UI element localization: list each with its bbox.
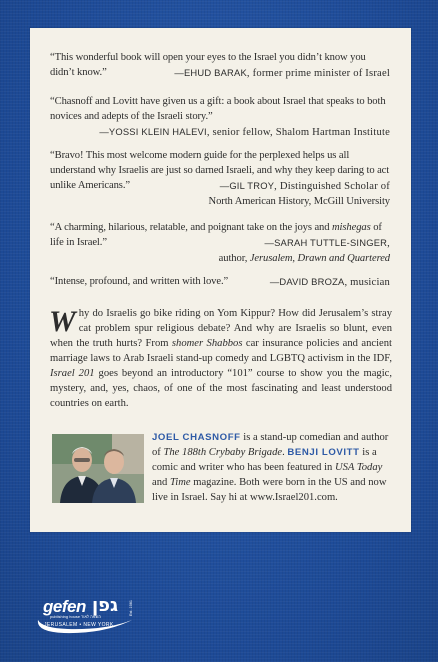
blurb-attribution: —DAVID BROZA, musician (269, 276, 390, 288)
publisher-tagline: publishing house הוצאה לאור (50, 615, 101, 619)
authors-bio: JOEL CHASNOFF is a stand-up comedian and author of The 188th Crybaby Brigade. BENJI LOVITT is a comic and writer who has been featured in USA Today and Time magazine. Both were born in the US and now live in Israel. Say hi at www.Israel201.com. (152, 432, 389, 503)
blurb-attribution-line2: North American History, McGill University (208, 196, 390, 207)
blurb-sarah-tuttle-singer (50, 220, 390, 266)
book-description: Why do Israelis go bike riding on Yom Kippur? How did Jerusalem’s stray cat problem spur religious debate? And why are Israelis so blunt, even when the truth hurts? From shomer Shabbos car insurance policies and ancient marriage laws to Arab Israeli stand-up comedy and LGBTQ activism in the IDF, Israel 201 goes beyond an introductory “101” course to show you the magic, mystery, and, yes, chaos, of one of the most fascinating and least understood countries on earth. (49, 305, 392, 409)
blurb-attribution: —SARAH TUTTLE-SINGER, (264, 237, 390, 249)
blurb-attribution: —GIL TROY, Distinguished Scholar of (219, 180, 390, 192)
drop-cap: W (49, 305, 76, 338)
blurb-attribution-line2: author, Jerusalem, Drawn and Quartered (218, 253, 390, 264)
blurb-attribution: —EHUD BARAK, former prime minister of Israel (174, 67, 390, 79)
publisher-name-hebrew: גפן (92, 595, 119, 616)
authors-photo-illustration (52, 434, 144, 503)
blurb-gil-troy (50, 148, 390, 209)
blurb-david-broza (50, 274, 390, 290)
publisher-logo (34, 594, 138, 636)
blurb-attribution: —YOSSI KLEIN HALEVI, senior fellow, Shalom Hartman Institute (99, 126, 390, 138)
authors-photo (52, 434, 144, 503)
blurb-ehud-barak (50, 50, 390, 81)
blurb-yossi-klein-halevi (50, 94, 390, 140)
back-cover-panel (30, 28, 411, 532)
publisher-name: gefen (43, 597, 86, 616)
blurb-text: “Chasnoff and Lovitt have given us a gift: a book about Israel that speaks to both novices and adepts of the Israeli story.” (50, 96, 386, 122)
blurb-text: “Bravo! This most welcome modern guide for the perplexed helps us all understand why Israelis are just so darned Israeli, and why they keep daring to act unlike Americans.” (50, 150, 390, 191)
blurb-text-italic: mishegas (332, 222, 371, 233)
author-name-benji-lovitt: BENJI LOVITT (287, 447, 360, 458)
blurb-text: “Intense, profound, and written with love.” (50, 276, 229, 287)
blurb-text: “A charming, hilarious, relatable, and poignant take on the joys and (50, 222, 332, 233)
blurb-text: “This wonderful book will open your eyes to the Israel you didn’t know you didn’t know.” (50, 52, 366, 78)
blurb-text: of life in Israel.” (50, 222, 382, 248)
publisher-cities: JERUSALEM • NEW YORK (44, 622, 114, 628)
author-name-joel-chasnoff: JOEL CHASNOFF (152, 432, 241, 443)
publisher-established: Est. 1981 (129, 600, 133, 617)
